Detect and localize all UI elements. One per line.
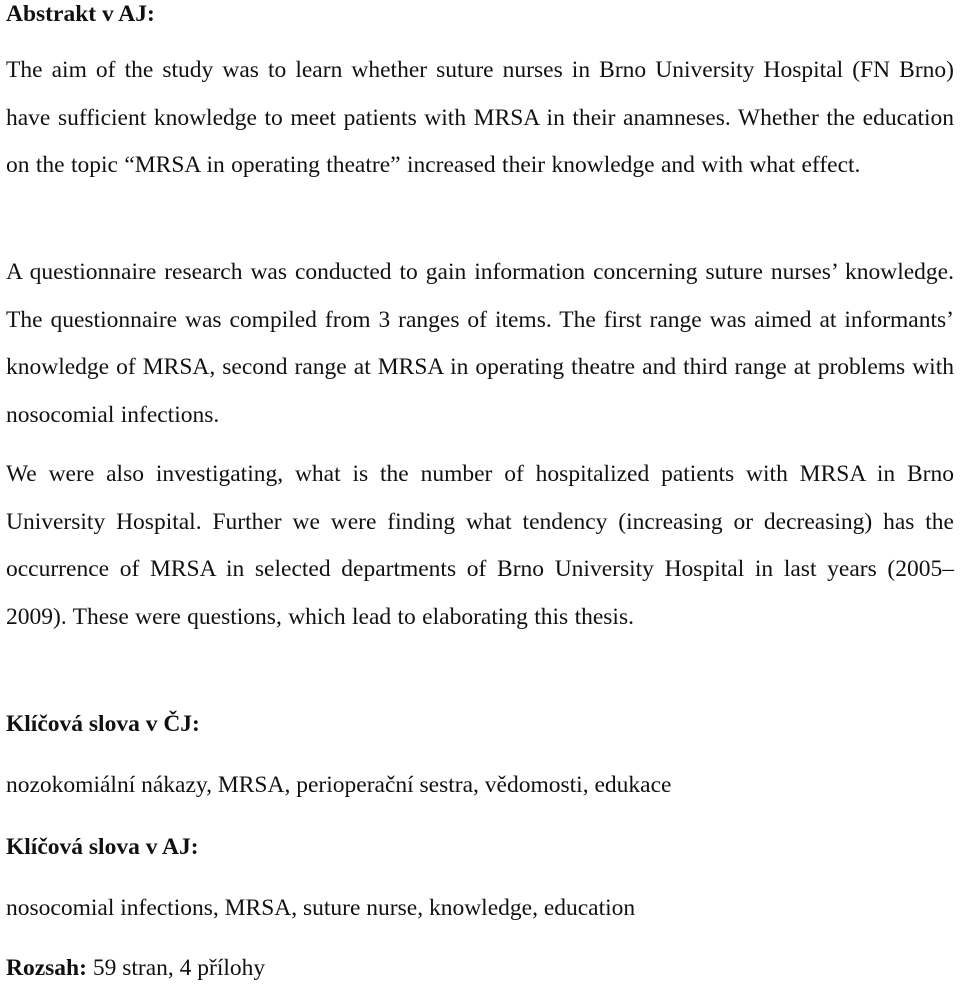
keywords-en-text: nosocomial infections, MRSA, suture nurse, knowledge, education bbox=[6, 895, 636, 921]
abstract-paragraph-2: A questionnaire research was conducted to gain information concerning suture nurses’ knowledge. The questionnaire was compiled from 3 ranges of items. The first range was aimed at informants’ knowledge of MRSA, second range at MRSA in operating theatre and third range at problems with nosocomial infections. bbox=[6, 259, 954, 428]
abstract-heading: Abstrakt v AJ: bbox=[6, 1, 155, 27]
abstract-paragraph-3: We were also investigating, what is the number of hospitalized patients with MRSA in Brno University Hospital. Further we were finding what tendency (increasing or decreasing) has the occurrence of MRSA in selected departments of Brno University Hospital in last years (2005–2009). These were questions, which lead to elaborating this thesis. bbox=[6, 461, 954, 630]
abstract-paragraph-1: The aim of the study was to learn whether suture nurses in Brno University Hospital (FN Brno) have sufficient knowledge to meet patients with MRSA in their anamneses. Whether the education on the topic “MRSA in operating theatre” increased their knowledge and with what effect. bbox=[6, 57, 954, 178]
extent-label: Rozsah: bbox=[6, 955, 87, 981]
keywords-en-heading: Klíčová slova v AJ: bbox=[6, 834, 199, 860]
extent-line bbox=[6, 945, 265, 993]
keywords-cz-text: nozokomiální nákazy, MRSA, perioperační sestra, vědomosti, edukace bbox=[6, 772, 672, 798]
keywords-cz-heading: Klíčová slova v ČJ: bbox=[6, 711, 200, 737]
extent-value: 59 stran, 4 přílohy bbox=[92, 955, 266, 981]
